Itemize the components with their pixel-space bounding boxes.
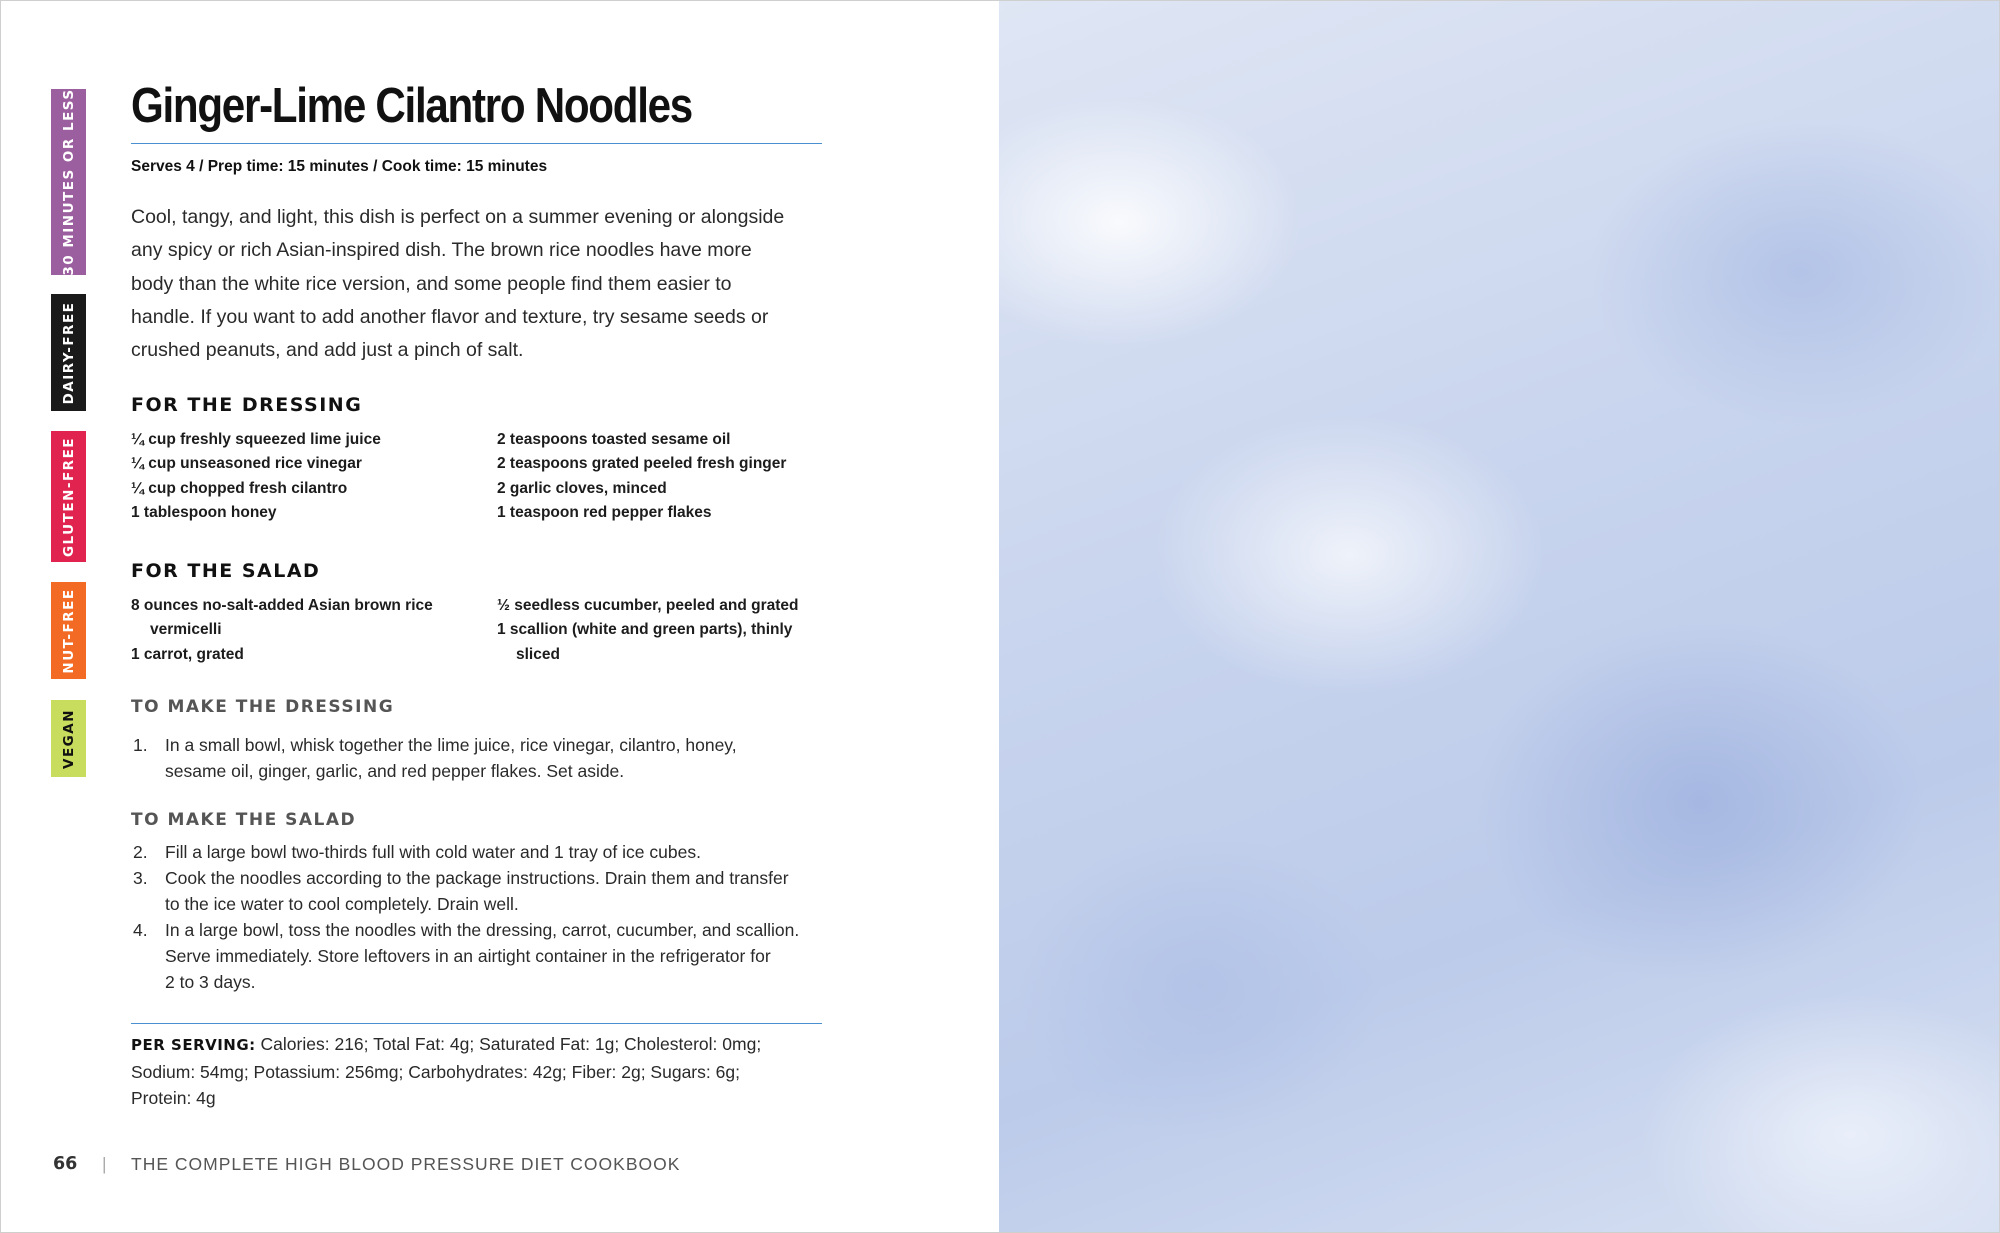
step-number: 2. <box>133 842 148 862</box>
ingredient-continuation: vermicelli <box>150 621 222 639</box>
ingredient: 8 ounces no-salt-added Asian brown rice <box>131 597 433 614</box>
footer-separator: | <box>102 1154 107 1174</box>
step-line: In a small bowl, whisk together the lime juice, rice vinegar, cilantro, honey, <box>165 735 737 755</box>
step-line: In a large bowl, toss the noodles with the dressing, carrot, cucumber, and scallion. <box>165 920 800 940</box>
step-number: 1. <box>133 735 148 755</box>
ingredient: 2 teaspoons grated peeled fresh ginger <box>497 455 787 473</box>
tag-nut-free-label: NUT-FREE <box>60 587 77 674</box>
ingredient: 1 scallion (white and green parts), thinly <box>497 621 793 639</box>
tag-gluten-free-label: GLUTEN-FREE <box>60 436 77 557</box>
step-line: Fill a large bowl two-thirds full with cold water and 1 tray of ice cubes. <box>165 842 701 862</box>
ingredient: 1 carrot, grated <box>131 645 244 663</box>
step-line: sesame oil, ginger, garlic, and red pepper flakes. Set aside. <box>165 761 625 781</box>
tag-30-minutes <box>51 89 86 275</box>
tag-dairy-free-label: DAIRY-FREE <box>60 301 77 404</box>
tag-nut-free <box>51 582 86 679</box>
salad-heading: FOR THE SALAD <box>131 560 321 582</box>
step-line: Serve immediately. Store leftovers in an airtight container in the refrigerator for <box>165 946 771 966</box>
intro-line: any spicy or rich Asian-inspired dish. The brown rice noodles have more <box>131 239 752 262</box>
ingredient: ½ seedless cucumber, peeled and grated <box>497 597 799 614</box>
tag-vegan <box>51 700 86 777</box>
step-line: 2 to 3 days. <box>165 972 256 992</box>
intro-line: handle. If you want to add another flavor and texture, try sesame seeds or <box>131 305 769 328</box>
intro-line: Cool, tangy, and light, this dish is perfect on a summer evening or alongside <box>131 206 785 228</box>
ingredient: ¼ cup freshly squeezed lime juice <box>131 431 381 448</box>
recipe-meta: Serves 4 / Prep time: 15 minutes / Cook time: 15 minutes <box>131 158 548 175</box>
salad-ingredients-right <box>497 594 799 667</box>
nutrition-text: Calories: 216; Total Fat: 4g; Saturated Fat: 1g; Cholesterol: 0mg; <box>260 1034 762 1054</box>
step <box>131 865 831 917</box>
tag-gluten-free <box>51 431 86 562</box>
step-line: Cook the noodles according to the package instructions. Drain them and transfer <box>165 868 789 888</box>
ingredient: ¼ cup chopped fresh cilantro <box>131 479 348 497</box>
ingredient-continuation: sliced <box>516 645 560 663</box>
make-dressing-heading: TO MAKE THE DRESSING <box>131 697 395 717</box>
recipe-title: Ginger-Lime Cilantro Noodles <box>131 79 692 133</box>
intro-line: body than the white rice version, and some people find them easier to <box>131 272 732 295</box>
step-number: 4. <box>133 920 148 940</box>
dressing-ingredients-left <box>131 428 381 525</box>
tag-vegan-label: VEGAN <box>60 708 77 769</box>
step <box>131 732 831 784</box>
dressing-heading: FOR THE DRESSING <box>131 394 363 416</box>
step <box>131 917 831 995</box>
step-line: to the ice water to cool completely. Drain well. <box>165 894 519 914</box>
salad-ingredients-left <box>131 594 433 667</box>
ingredient: 1 tablespoon honey <box>131 503 277 521</box>
ingredient: 1 teaspoon red pepper flakes <box>497 503 712 521</box>
recipe-intro <box>131 201 821 367</box>
ingredient: 2 garlic cloves, minced <box>497 479 667 497</box>
salad-steps <box>131 839 831 995</box>
step <box>131 839 831 865</box>
step-number: 3. <box>133 868 148 888</box>
dressing-steps <box>131 732 831 784</box>
background-texture-photo <box>999 0 2000 1233</box>
nutrition-line <box>131 1031 821 1059</box>
title-divider <box>131 143 822 144</box>
nutrition-line: Protein: 4g <box>131 1088 216 1108</box>
nutrition-info <box>131 1031 821 1112</box>
tag-dairy-free <box>51 294 86 411</box>
dressing-ingredients-right <box>497 428 786 525</box>
make-salad-heading: TO MAKE THE SALAD <box>131 810 357 830</box>
tag-30-minutes-label: 30 MINUTES OR LESS <box>60 88 77 276</box>
intro-line: crushed peanuts, and add just a pinch of salt. <box>131 339 524 362</box>
nutrition-label: PER SERVING: <box>131 1036 256 1054</box>
page-number: 66 <box>53 1154 78 1174</box>
nutrition-line: Sodium: 54mg; Potassium: 256mg; Carbohydrates: 42g; Fiber: 2g; Sugars: 6g; <box>131 1061 740 1082</box>
nutrition-divider <box>131 1023 822 1024</box>
ingredient: 2 teaspoons toasted sesame oil <box>497 431 731 448</box>
ingredient: ¼ cup unseasoned rice vinegar <box>131 455 362 473</box>
footer-book-title: THE COMPLETE HIGH BLOOD PRESSURE DIET COOKBOOK <box>131 1154 681 1174</box>
